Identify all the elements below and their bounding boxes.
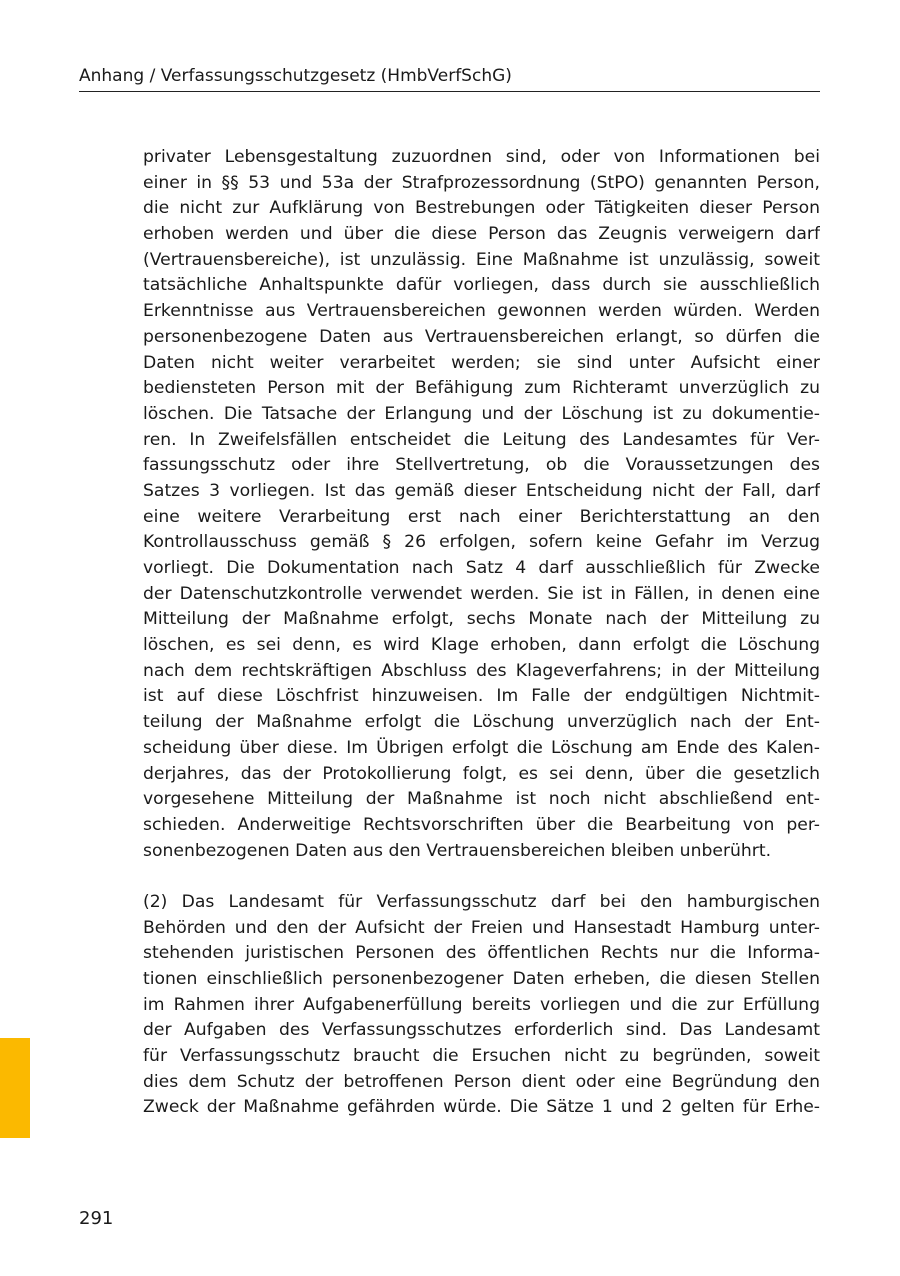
- text-line: Erkenntnisse aus Vertrauensbereichen gewonnen werden würden. Werden: [143, 301, 820, 322]
- text-line: dies dem Schutz der betroffenen Person dient oder eine Begründung den: [143, 1071, 820, 1092]
- text-line: bediensteten Person mit der Befähigung zum Richteramt unverzüglich zu: [143, 378, 820, 399]
- text-line: Zweck der Maßnahme gefährden würde. Die Sätze 1 und 2 gelten für Erhe-: [143, 1097, 820, 1118]
- text-line: (Vertrauensbereiche), ist unzulässig. Eine Maßnahme ist unzulässig, soweit: [143, 249, 820, 270]
- text-line: löschen, es sei denn, es wird Klage erhoben, dann erfolgt die Löschung: [143, 635, 820, 656]
- body-text: [143, 145, 820, 1121]
- text-line: eine weitere Verarbeitung erst nach einer Berichterstattung an den: [143, 506, 820, 527]
- text-line: derjahres, das der Protokollierung folgt, es sei denn, über die gesetzlich: [143, 763, 820, 784]
- text-line: fassungsschutz oder ihre Stellvertretung, ob die Voraussetzungen des: [143, 455, 820, 476]
- paragraph-gap: [143, 864, 820, 890]
- text-line: Behörden und den der Aufsicht der Freien und Hansestadt Hamburg unter-: [143, 917, 820, 938]
- text-line: erhoben werden und über die diese Person das Zeugnis verweigern darf: [143, 224, 820, 245]
- text-line: der Aufgaben des Verfassungsschutzes erforderlich sind. Das Landesamt: [143, 1020, 820, 1041]
- text-line: stehenden juristischen Personen des öffentlichen Rechts nur die Informa-: [143, 943, 820, 964]
- text-line: scheidung über diese. Im Übrigen erfolgt die Löschung am Ende des Kalen-: [143, 737, 820, 758]
- text-line: der Datenschutzkontrolle verwendet werden. Sie ist in Fällen, in denen eine: [143, 583, 820, 604]
- text-line: Mitteilung der Maßnahme erfolgt, sechs Monate nach der Mitteilung zu: [143, 609, 820, 630]
- paragraph-1: [143, 145, 820, 864]
- text-line: ren. In Zweifelsfällen entscheidet die Leitung des Landesamtes für Ver-: [143, 429, 820, 450]
- text-line: löschen. Die Tatsache der Erlangung und der Löschung ist zu dokumentie-: [143, 403, 820, 424]
- text-line: schieden. Anderweitige Rechtsvorschriften über die Bearbeitung von per-: [143, 814, 820, 835]
- chapter-thumb-tab: [0, 1038, 30, 1138]
- text-line: Daten nicht weiter verarbeitet werden; sie sind unter Aufsicht einer: [143, 352, 820, 373]
- text-line: personenbezogene Daten aus Vertrauensbereichen erlangt, so dürfen die: [143, 326, 820, 347]
- text-line: einer in §§ 53 und 53a der Strafprozessordnung (StPO) genannten Person,: [143, 172, 820, 193]
- text-line: ist auf diese Löschfrist hinzuweisen. Im Falle der endgültigen Nichtmit-: [143, 686, 820, 707]
- text-line: privater Lebensgestaltung zuzuordnen sind, oder von Informationen bei: [143, 147, 820, 167]
- text-line: nach dem rechtskräftigen Abschluss des Klageverfahrens; in der Mitteilung: [143, 660, 820, 681]
- text-line: für Verfassungsschutz braucht die Ersuchen nicht zu begründen, soweit: [143, 1046, 820, 1067]
- text-line: teilung der Maßnahme erfolgt die Löschung unverzüglich nach der Ent-: [143, 712, 820, 733]
- text-line: vorliegt. Die Dokumentation nach Satz 4 darf ausschließlich für Zwecke: [143, 558, 820, 578]
- text-line: die nicht zur Aufklärung von Bestrebungen oder Tätigkeiten dieser Person: [143, 198, 820, 219]
- text-line: (2) Das Landesamt für Verfassungsschutz darf bei den hamburgischen: [143, 891, 820, 912]
- text-line: Satzes 3 vorliegen. Ist das gemäß dieser Entscheidung nicht der Fall, darf: [143, 480, 820, 501]
- running-header: Anhang / Verfassungsschutzgesetz (HmbVerfSchG): [79, 66, 512, 86]
- text-line: sonenbezogenen Daten aus den Vertrauensbereichen bleiben unberührt.: [143, 840, 772, 861]
- header-rule: [79, 91, 820, 92]
- page-number: 291: [79, 1208, 114, 1229]
- text-line: tatsächliche Anhaltspunkte dafür vorliegen, dass durch sie ausschließlich: [143, 275, 820, 296]
- text-line: tionen einschließlich personenbezogener Daten erheben, die diesen Stellen: [143, 969, 820, 989]
- text-line: vorgesehene Mitteilung der Maßnahme ist noch nicht abschließend ent-: [143, 789, 820, 810]
- paragraph-2: [143, 890, 820, 1121]
- text-line: im Rahmen ihrer Aufgabenerfüllung bereits vorliegen und die zur Erfüllung: [143, 994, 820, 1015]
- text-line: Kontrollausschuss gemäß § 26 erfolgen, sofern keine Gefahr im Verzug: [143, 532, 820, 553]
